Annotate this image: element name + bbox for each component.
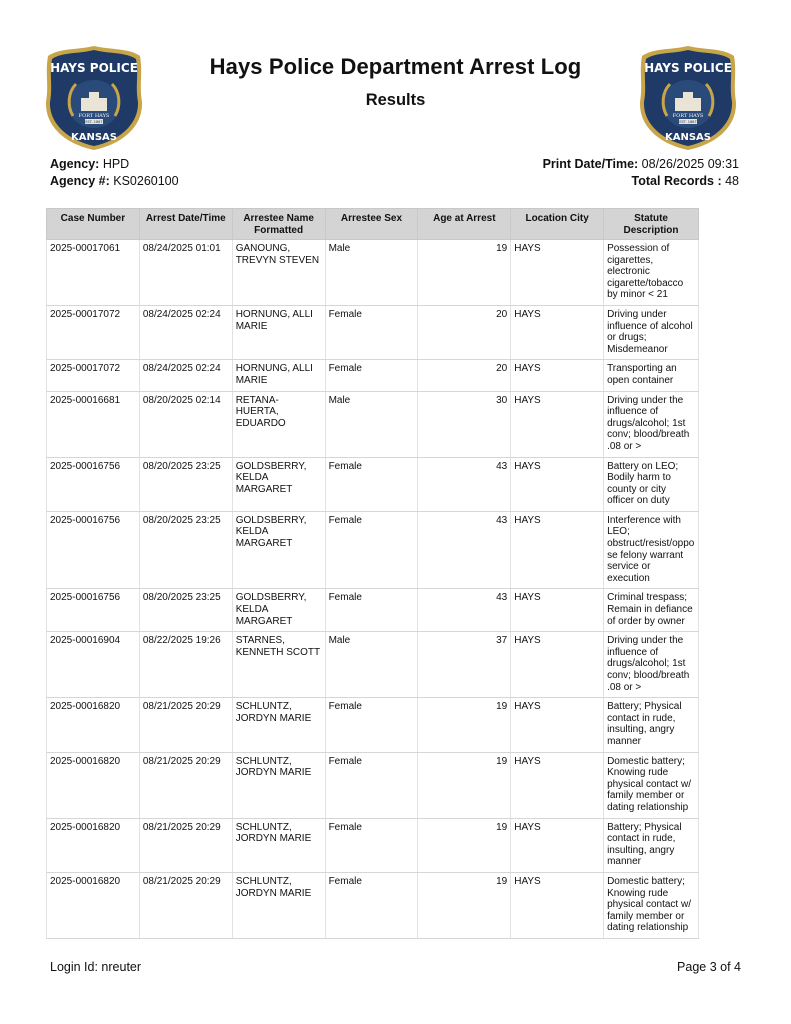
- arrest-datetime-cell: 08/24/2025 01:01: [139, 240, 232, 306]
- location-city-cell: HAYS: [511, 818, 604, 872]
- arrestee-sex-cell: Female: [325, 305, 418, 359]
- statute-description-cell: Battery; Physical contact in rude, insulting, angry manner: [604, 818, 699, 872]
- arrest-datetime-cell: 08/20/2025 02:14: [139, 391, 232, 457]
- print-info: [543, 156, 739, 190]
- location-city-cell: HAYS: [511, 360, 604, 391]
- case-number-cell: 2025-00016756: [47, 589, 140, 632]
- svg-text:HAYS POLICE: HAYS POLICE: [644, 61, 732, 75]
- case-number-cell: 2025-00016820: [47, 752, 140, 818]
- col-case-number: Case Number: [47, 209, 140, 240]
- arrestee-sex-cell: Female: [325, 360, 418, 391]
- age-cell: 19: [418, 698, 511, 752]
- col-arrestee-name: Arrestee Name Formatted: [232, 209, 325, 240]
- case-number-cell: 2025-00016820: [47, 698, 140, 752]
- page-number: Page 3 of 4: [677, 960, 741, 974]
- location-city-cell: HAYS: [511, 632, 604, 698]
- case-number-cell: 2025-00017061: [47, 240, 140, 306]
- location-city-cell: HAYS: [511, 752, 604, 818]
- location-city-cell: HAYS: [511, 391, 604, 457]
- page-subtitle: Results: [365, 91, 426, 109]
- age-cell: 19: [418, 872, 511, 938]
- table-body: [47, 240, 699, 939]
- location-city-cell: HAYS: [511, 457, 604, 511]
- case-number-cell: 2025-00016681: [47, 391, 140, 457]
- location-city-cell: HAYS: [511, 589, 604, 632]
- age-cell: 19: [418, 240, 511, 306]
- table-row: [47, 752, 699, 818]
- login-id: Login Id: nreuter: [50, 960, 142, 974]
- svg-text:EST. 1867: EST. 1867: [679, 120, 697, 124]
- statute-description-cell: Driving under the influence of drugs/alcohol; 1st conv; blood/breath .08 or >: [604, 632, 699, 698]
- statute-description-cell: Domestic battery; Knowing rude physical contact w/ family member or dating relationship: [604, 872, 699, 938]
- arrest-datetime-cell: 08/21/2025 20:29: [139, 872, 232, 938]
- case-number-cell: 2025-00016756: [47, 457, 140, 511]
- table-row: [47, 632, 699, 698]
- col-age-at-arrest: Age at Arrest: [418, 209, 511, 240]
- arrestee-sex-cell: Female: [325, 457, 418, 511]
- table-row: [47, 698, 699, 752]
- arrestee-name-cell: HORNUNG, ALLI MARIE: [232, 305, 325, 359]
- col-location-city: Location City: [511, 209, 604, 240]
- age-cell: 30: [418, 391, 511, 457]
- table-row: [47, 818, 699, 872]
- location-city-cell: HAYS: [511, 872, 604, 938]
- case-number-cell: 2025-00017072: [47, 305, 140, 359]
- case-number-cell: 2025-00016820: [47, 872, 140, 938]
- arrestee-name-cell: SCHLUNTZ, JORDYN MARIE: [232, 872, 325, 938]
- table-row: [47, 240, 699, 306]
- age-cell: 37: [418, 632, 511, 698]
- svg-text:EST. 1867: EST. 1867: [85, 120, 103, 124]
- arrestee-sex-cell: Female: [325, 698, 418, 752]
- case-number-cell: 2025-00016904: [47, 632, 140, 698]
- statute-description-cell: Battery; Physical contact in rude, insulting, angry manner: [604, 698, 699, 752]
- arrest-datetime-cell: 08/20/2025 23:25: [139, 589, 232, 632]
- arrestee-sex-cell: Female: [325, 872, 418, 938]
- table-row: [47, 457, 699, 511]
- agency-line: Agency: HPD: [50, 157, 130, 171]
- arrestee-sex-cell: Male: [325, 391, 418, 457]
- statute-description-cell: Domestic battery; Knowing rude physical contact w/ family member or dating relationship: [604, 752, 699, 818]
- agency-number-line: Agency #: KS0260100: [50, 174, 179, 188]
- location-city-cell: HAYS: [511, 305, 604, 359]
- table-row: [47, 589, 699, 632]
- age-cell: 19: [418, 752, 511, 818]
- age-cell: 20: [418, 360, 511, 391]
- table-row: [47, 511, 699, 589]
- print-datetime-line: Print Date/Time: 08/26/2025 09:31: [542, 157, 739, 171]
- age-cell: 20: [418, 305, 511, 359]
- age-cell: 43: [418, 589, 511, 632]
- arrestee-name-cell: SCHLUNTZ, JORDYN MARIE: [232, 818, 325, 872]
- arrestee-name-cell: SCHLUNTZ, JORDYN MARIE: [232, 698, 325, 752]
- arrestee-name-cell: GOLDSBERRY, KELDA MARGARET: [232, 589, 325, 632]
- arrestee-name-cell: RETANA-HUERTA, EDUARDO: [232, 391, 325, 457]
- arrest-datetime-cell: 08/24/2025 02:24: [139, 360, 232, 391]
- case-number-cell: 2025-00016756: [47, 511, 140, 589]
- statute-description-cell: Driving under the influence of drugs/alcohol; 1st conv; blood/breath .08 or >: [604, 391, 699, 457]
- svg-text:FORT HAYS: FORT HAYS: [672, 113, 704, 119]
- svg-text:KANSAS: KANSAS: [70, 132, 118, 143]
- arrest-datetime-cell: 08/21/2025 20:29: [139, 698, 232, 752]
- arrestee-name-cell: GOLDSBERRY, KELDA MARGARET: [232, 511, 325, 589]
- arrestee-name-cell: GANOUNG, TREVYN STEVEN: [232, 240, 325, 306]
- hays-police-badge-right: [637, 44, 739, 152]
- total-records-line: Total Records : 48: [631, 174, 739, 188]
- agency-info: [50, 156, 179, 190]
- col-statute-description: Statute Description: [604, 209, 699, 240]
- arrestee-sex-cell: Female: [325, 752, 418, 818]
- table-row: [47, 872, 699, 938]
- arrest-datetime-cell: 08/20/2025 23:25: [139, 457, 232, 511]
- table-row: [47, 391, 699, 457]
- statute-description-cell: Possession of cigarettes, electronic cigarette/tobacco by minor < 21: [604, 240, 699, 306]
- arrestee-name-cell: STARNES, KENNETH SCOTT: [232, 632, 325, 698]
- statute-description-cell: Interference with LEO; obstruct/resist/oppose felony warrant service or execution: [604, 511, 699, 589]
- page-title: Hays Police Department Arrest Log: [209, 54, 582, 79]
- arrestee-name-cell: HORNUNG, ALLI MARIE: [232, 360, 325, 391]
- col-arrestee-sex: Arrestee Sex: [325, 209, 418, 240]
- location-city-cell: HAYS: [511, 240, 604, 306]
- table-row: [47, 305, 699, 359]
- svg-text:KANSAS: KANSAS: [664, 132, 712, 143]
- age-cell: 43: [418, 511, 511, 589]
- col-arrest-datetime: Arrest Date/Time: [139, 209, 232, 240]
- arrestee-sex-cell: Female: [325, 511, 418, 589]
- arrest-log-table: [46, 208, 699, 939]
- table-row: [47, 360, 699, 391]
- arrestee-name-cell: GOLDSBERRY, KELDA MARGARET: [232, 457, 325, 511]
- arrestee-sex-cell: Male: [325, 240, 418, 306]
- table-header-row: [47, 209, 699, 240]
- statute-description-cell: Criminal trespass; Remain in defiance of order by owner: [604, 589, 699, 632]
- location-city-cell: HAYS: [511, 511, 604, 589]
- arrest-datetime-cell: 08/21/2025 20:29: [139, 752, 232, 818]
- location-city-cell: HAYS: [511, 698, 604, 752]
- hays-police-badge-left: [43, 44, 145, 152]
- arrestee-sex-cell: Female: [325, 818, 418, 872]
- arrest-datetime-cell: 08/24/2025 02:24: [139, 305, 232, 359]
- age-cell: 19: [418, 818, 511, 872]
- arrest-datetime-cell: 08/20/2025 23:25: [139, 511, 232, 589]
- case-number-cell: 2025-00016820: [47, 818, 140, 872]
- svg-text:FORT HAYS: FORT HAYS: [78, 113, 110, 119]
- arrest-datetime-cell: 08/21/2025 20:29: [139, 818, 232, 872]
- statute-description-cell: Transporting an open container: [604, 360, 699, 391]
- arrestee-sex-cell: Male: [325, 632, 418, 698]
- statute-description-cell: Battery on LEO; Bodily harm to county or city officer on duty: [604, 457, 699, 511]
- svg-text:HAYS POLICE: HAYS POLICE: [50, 61, 138, 75]
- statute-description-cell: Driving under influence of alcohol or drugs; Misdemeanor: [604, 305, 699, 359]
- arrestee-sex-cell: Female: [325, 589, 418, 632]
- case-number-cell: 2025-00017072: [47, 360, 140, 391]
- arrest-datetime-cell: 08/22/2025 19:26: [139, 632, 232, 698]
- age-cell: 43: [418, 457, 511, 511]
- arrestee-name-cell: SCHLUNTZ, JORDYN MARIE: [232, 752, 325, 818]
